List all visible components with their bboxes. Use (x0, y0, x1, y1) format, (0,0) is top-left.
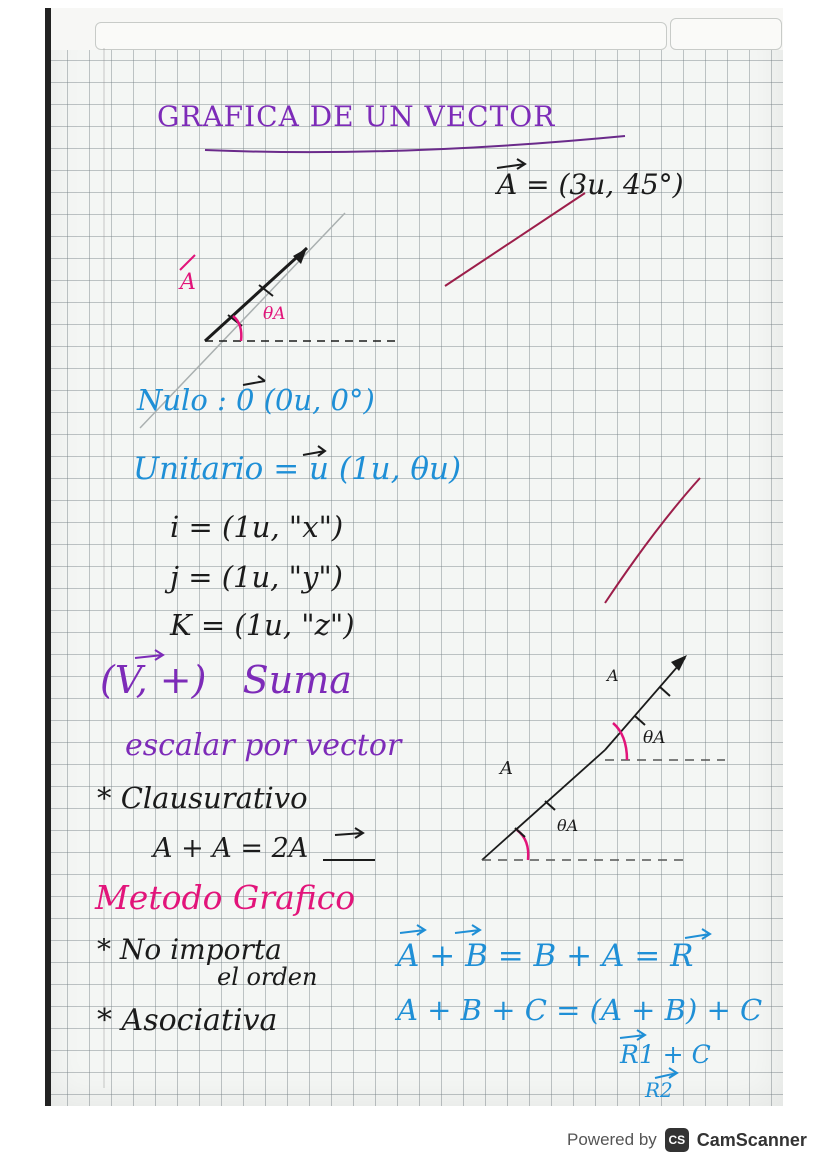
sum-vector-arrowhead (671, 655, 687, 671)
r2-label: R2 (645, 1078, 673, 1102)
label-theta-a-lower: θA (557, 816, 579, 835)
unit-k: K = (1u, "z") (170, 608, 355, 642)
label-sum-a-top: A (607, 666, 619, 685)
page-title: GRAFICA DE UN VECTOR (157, 100, 556, 133)
arrow-over-2A (335, 828, 363, 838)
camscanner-logo-icon: CS (665, 1128, 689, 1152)
conmutativa-eq: A + B = B + A = R (397, 938, 694, 974)
label-a-arrow (180, 255, 195, 270)
label-theta-a-upper: θA (643, 728, 666, 748)
vector-a (205, 248, 307, 341)
title-underline (205, 136, 625, 152)
a-plus-a-line: A + A = 2A (153, 833, 309, 864)
vector-definition: A = (3u, 45°) (497, 168, 684, 201)
separator-line-top (445, 193, 585, 286)
r1-plus-c: R1 + C (620, 1040, 711, 1069)
angle-arc-3 (613, 723, 627, 760)
arrow-over-A-conm (400, 925, 425, 935)
no-importa-line: * No importa (97, 933, 282, 966)
metodo-grafico: Metodo Grafico (95, 878, 356, 917)
label-sum-a-mid: A (500, 758, 513, 779)
camscanner-watermark (567, 1124, 807, 1156)
label-vector-a: A (180, 270, 196, 295)
sum-tick-1 (515, 828, 525, 837)
unitario-line: Unitario = u (1u, θu) (133, 451, 462, 487)
camscanner-brand: CamScanner (696, 1129, 807, 1150)
notebook-page (45, 8, 783, 1106)
suma-heading: (V, +) Suma (100, 658, 352, 702)
escalar-line: escalar por vector (125, 728, 402, 763)
label-theta-a: θA (263, 304, 286, 324)
nulo-line: Nulo : 0 (0u, 0°) (137, 383, 375, 417)
sum-tick-2 (545, 801, 555, 810)
asociativa-line: * Asociativa (97, 1003, 278, 1038)
separator-line-mid (605, 478, 700, 603)
el-orden-line: el orden (217, 963, 318, 991)
asociativa-eq: A + B + C = (A + B) + C (397, 993, 763, 1027)
unit-i: i = (1u, "x") (170, 510, 344, 544)
clausurativo-line: * Clausurativo (97, 781, 308, 815)
sum-tick-4 (660, 687, 670, 696)
unit-j: j = (1u, "y") (170, 560, 343, 594)
arrow-over-R2 (655, 1068, 677, 1078)
sum-tick-3 (635, 716, 645, 725)
arrow-over-B-conm (455, 925, 480, 935)
powered-by-text: Powered by (567, 1130, 657, 1149)
arrow-over-R1 (620, 1030, 645, 1040)
